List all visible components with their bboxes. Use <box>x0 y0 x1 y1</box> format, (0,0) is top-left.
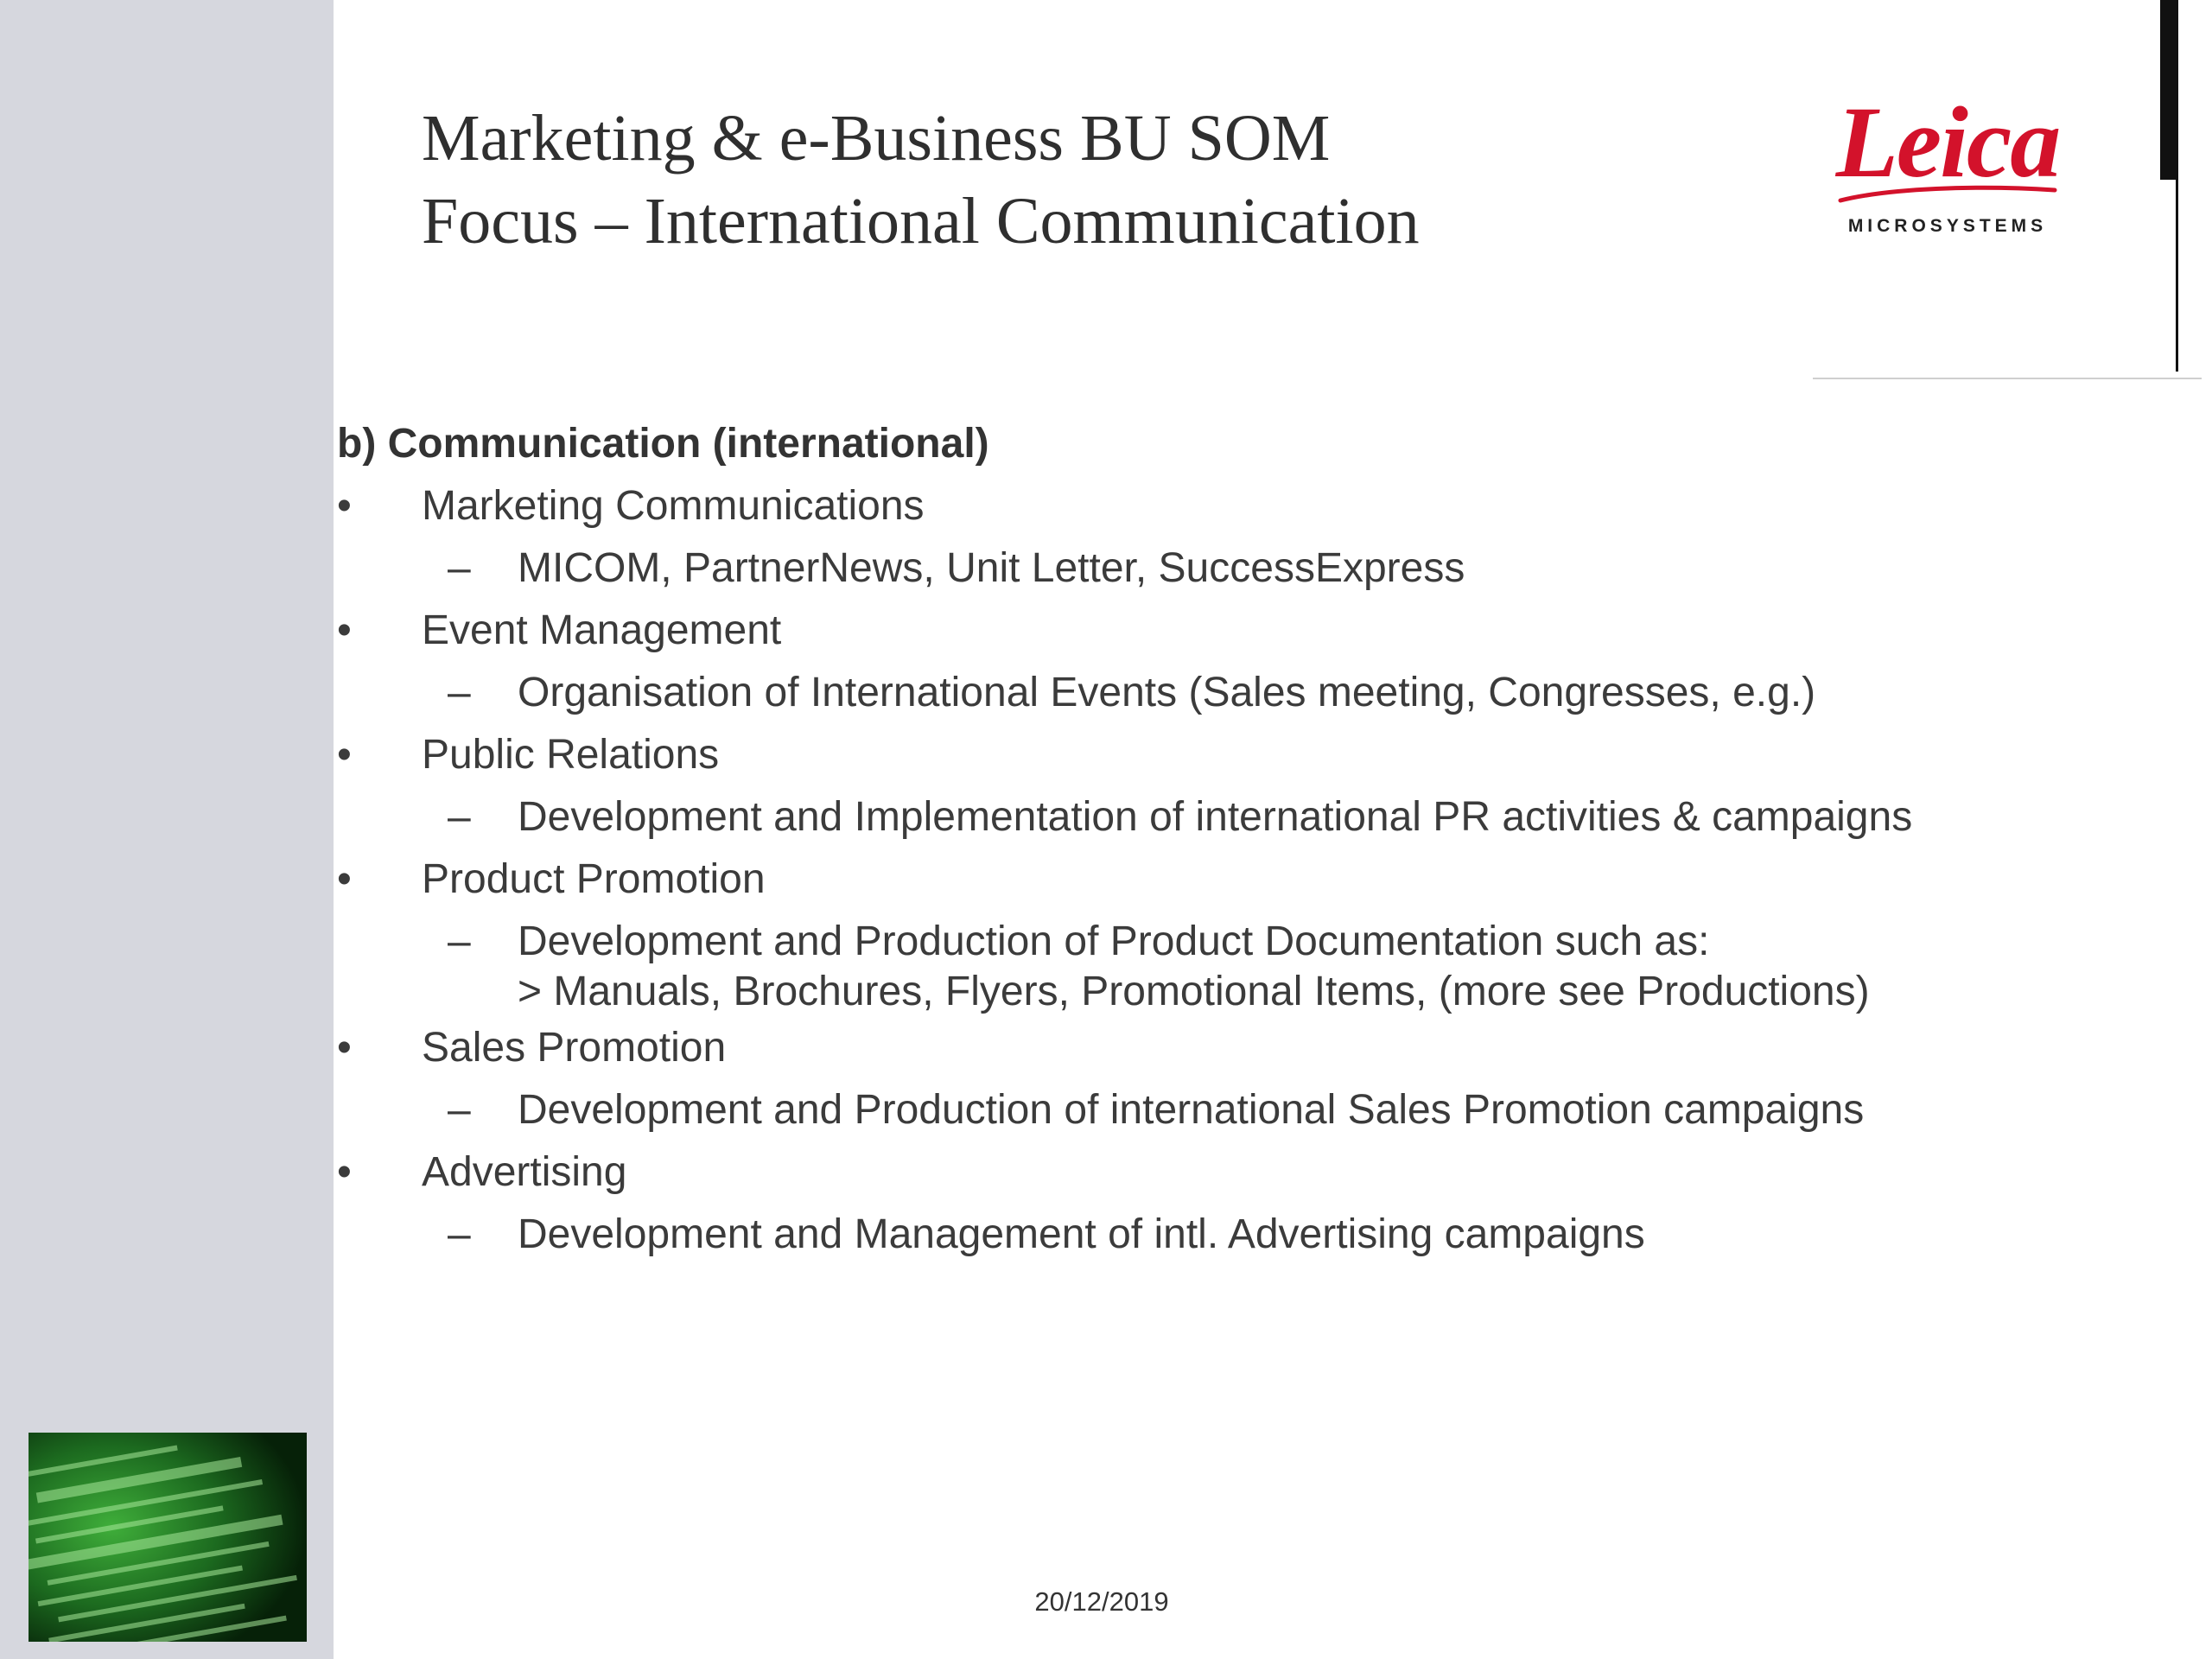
bullet-icon: • <box>337 732 352 778</box>
green-text-texture <box>29 1433 307 1642</box>
dash-icon: – <box>448 918 471 964</box>
bullet-icon: • <box>337 856 352 902</box>
slide-title-line-1: Marketing & e-Business BU SOM <box>422 102 1331 175</box>
dash-icon: – <box>448 670 471 715</box>
sub-bullet-row <box>337 911 2152 1017</box>
company-logo <box>1828 86 2067 251</box>
bullet-row <box>337 600 2152 662</box>
frame-line-vertical <box>2176 0 2178 372</box>
left-sidebar-band <box>0 0 334 1659</box>
list-item <box>337 600 2152 724</box>
bullet-label: Event Management <box>422 607 782 653</box>
list-item <box>337 475 2152 600</box>
logo-wordmark: Leica <box>1835 86 2060 199</box>
frame-line-horizontal <box>1813 378 2202 379</box>
bullet-row <box>337 1017 2152 1079</box>
bullet-icon: • <box>337 1025 352 1071</box>
sub-bullet-row <box>337 786 2152 849</box>
bullet-icon: • <box>337 1149 352 1195</box>
sub-bullet-text: Development and Implementation of international PR activities & campaigns <box>518 794 1913 840</box>
list-item <box>337 1017 2152 1141</box>
sub-bullet-text-continuation: > Manuals, Brochures, Flyers, Promotional Items, (more see Productions) <box>518 969 1870 1014</box>
sub-bullet-row <box>337 1079 2152 1141</box>
bullet-label: Marketing Communications <box>422 483 925 529</box>
footer-date: 20/12/2019 <box>1034 1586 1169 1617</box>
sub-bullet-text: Development and Production of Product Documentation such as: <box>518 918 1710 964</box>
slide-title-line-2: Focus – International Communication <box>422 185 1420 257</box>
logo-swash-icon <box>1837 181 2058 207</box>
list-item <box>337 849 2152 1017</box>
bullet-icon: • <box>337 483 352 529</box>
list-item <box>337 724 2152 849</box>
bullet-label: Public Relations <box>422 732 720 778</box>
frame-bar <box>2160 0 2177 180</box>
bullet-row <box>337 849 2152 911</box>
bullet-label: Sales Promotion <box>422 1025 727 1071</box>
sub-bullet-text: Development and Production of international Sales Promotion campaigns <box>518 1087 1865 1133</box>
sub-bullet-row <box>337 537 2152 600</box>
bullet-list <box>337 475 2152 1266</box>
sub-bullet-row <box>337 1204 2152 1266</box>
bullet-label: Product Promotion <box>422 856 766 902</box>
bullet-label: Advertising <box>422 1149 627 1195</box>
sub-bullet-text: Development and Management of intl. Advertising campaigns <box>518 1211 1645 1257</box>
section-heading: b) Communication (international) <box>337 421 989 467</box>
dash-icon: – <box>448 794 471 840</box>
bullet-icon: • <box>337 607 352 653</box>
list-item <box>337 1141 2152 1266</box>
slide-title <box>422 97 1420 263</box>
sub-bullet-text: MICOM, PartnerNews, Unit Letter, SuccessExpress <box>518 545 1465 591</box>
sub-bullet-row <box>337 662 2152 724</box>
communication-dictionary-image <box>29 1433 307 1642</box>
dash-icon: – <box>448 1211 471 1257</box>
bullet-row <box>337 1141 2152 1204</box>
logo-subtitle: MICROSYSTEMS <box>1847 216 2048 236</box>
slide-content <box>337 413 2152 1266</box>
dash-icon: – <box>448 1087 471 1133</box>
sub-bullet-text: Organisation of International Events (Sales meeting, Congresses, e.g.) <box>518 670 1816 715</box>
bullet-row <box>337 724 2152 786</box>
dash-icon: – <box>448 545 471 591</box>
bullet-row <box>337 475 2152 537</box>
